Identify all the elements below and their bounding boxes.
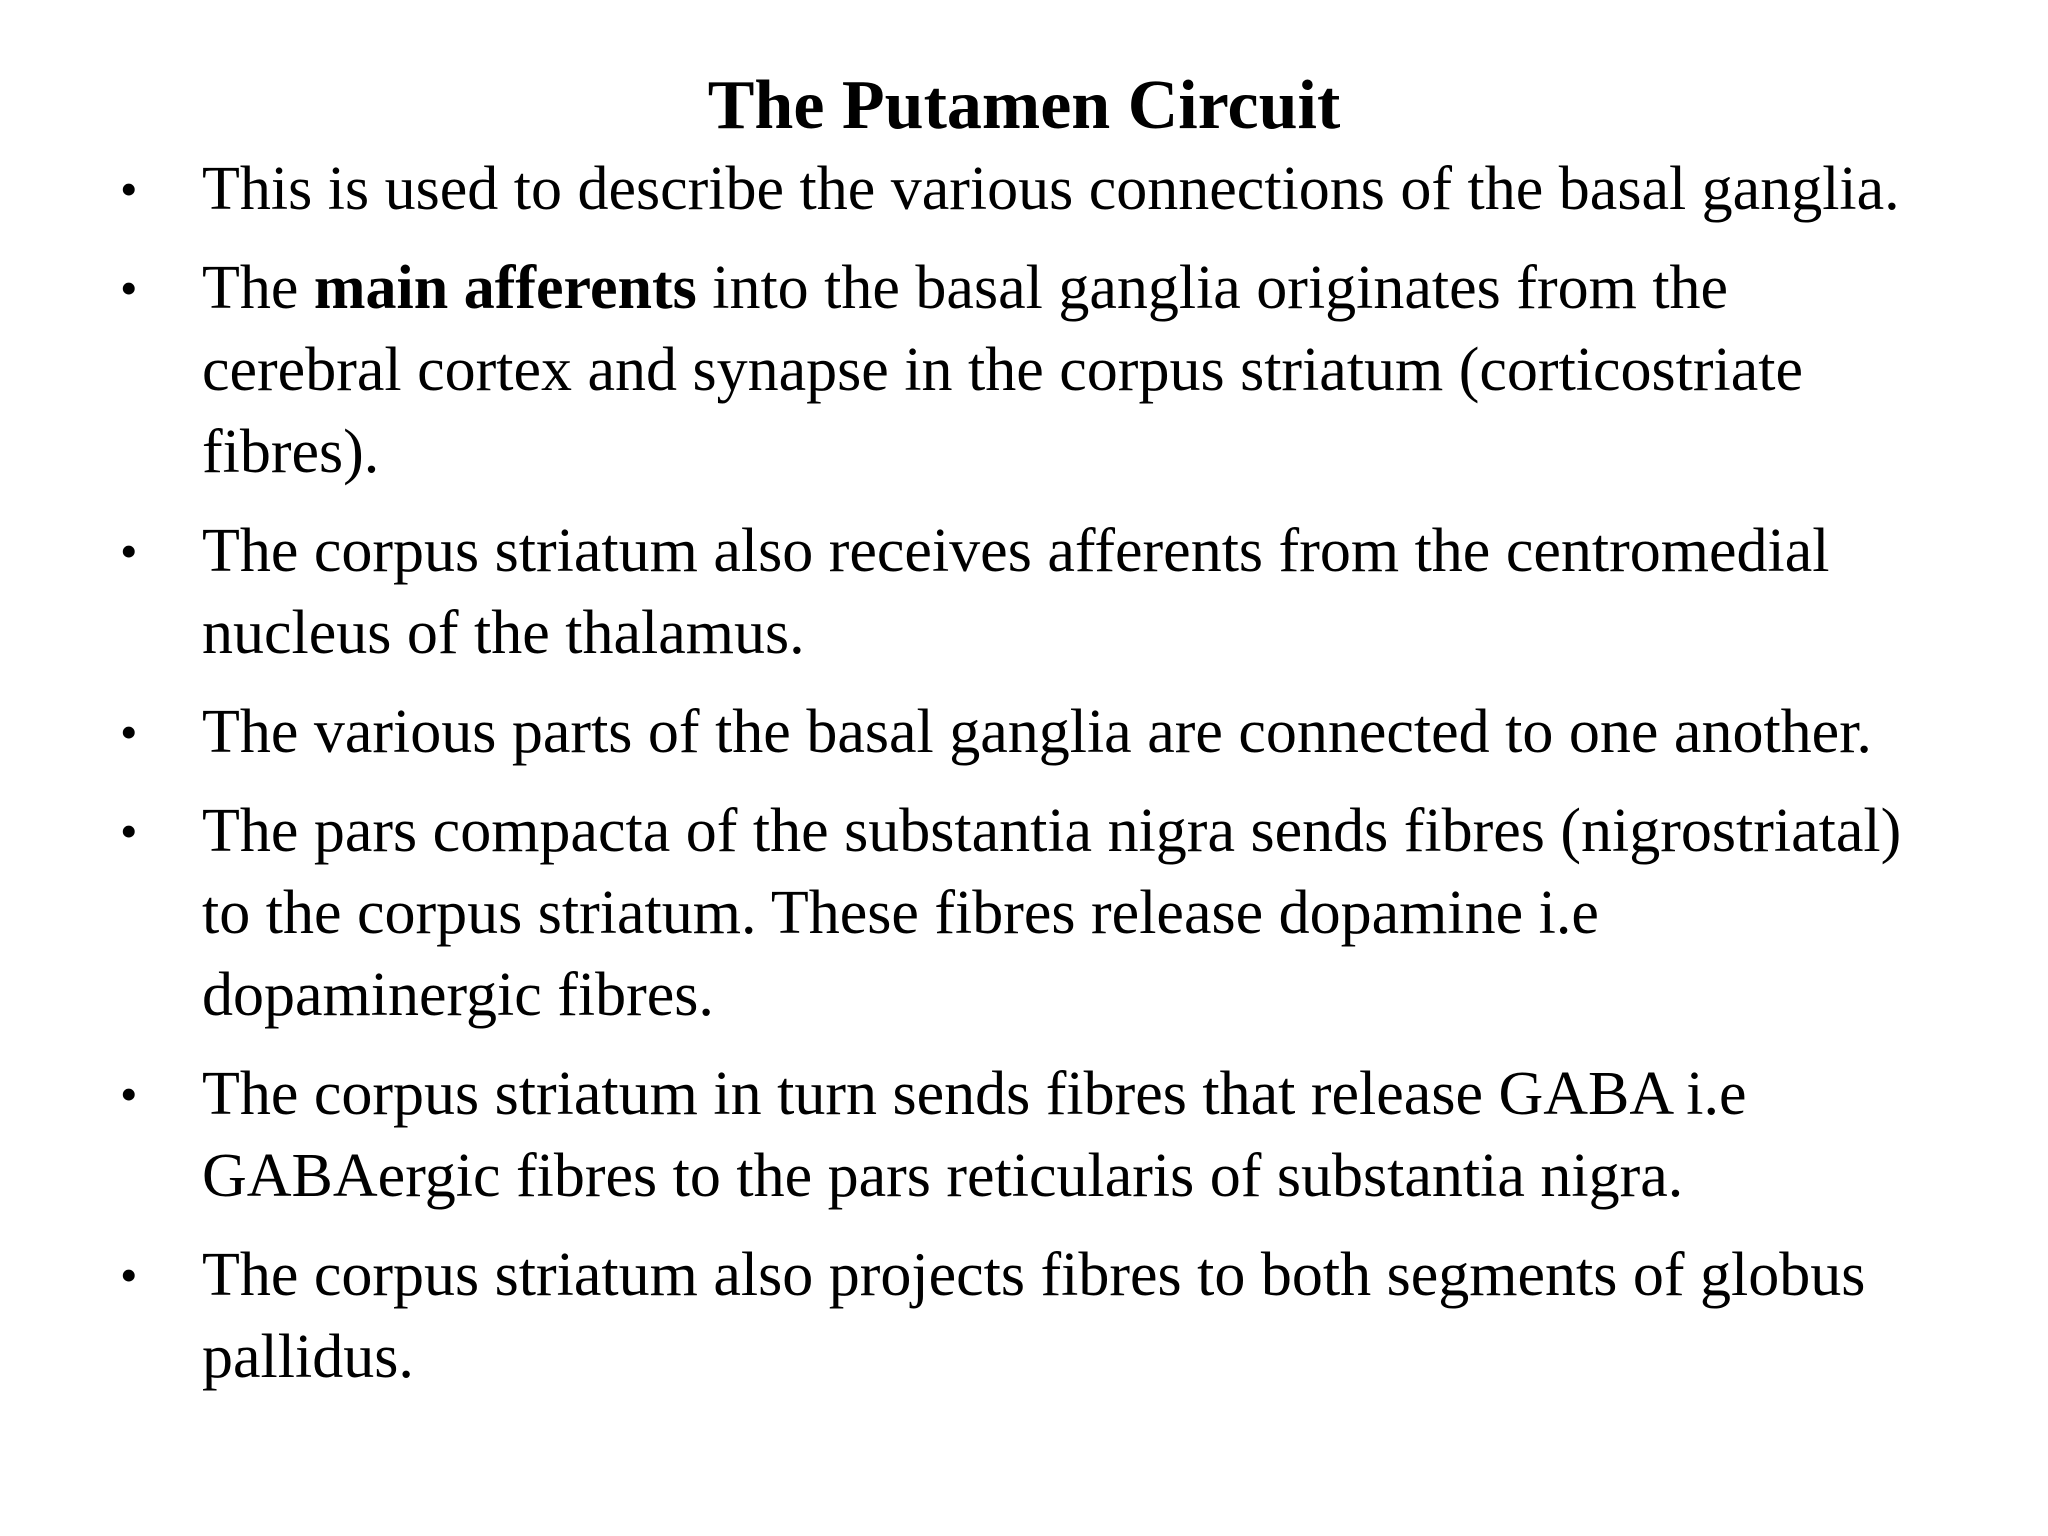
bullet-item [120,691,1940,773]
bullet-item [120,1053,1940,1217]
bullet-item [120,790,1940,1036]
bullet-text: This is used to describe the various connections of the basal ganglia. [202,155,1900,223]
bullet-icon: • [120,260,138,316]
bullet-item [120,247,1940,493]
slide-title: The Putamen Circuit [707,67,1341,144]
bullet-text-emphasis: main afferents [313,254,697,322]
bullet-item [120,510,1940,674]
bullet-icon: • [120,1247,138,1303]
bullet-list [120,148,1940,1415]
bullet-text: The corpus striatum in turn sends fibres that release GABA i.e GABAergic fibres to the pars reticularis of substantia nigra. [202,1060,1747,1210]
bullet-icon: • [120,1066,138,1122]
bullet-text: The corpus striatum also projects fibres to both segments of globus pallidus. [202,1241,1866,1391]
bullet-text: The corpus striatum also receives afferents from the centromedial nucleus of the thalamus. [202,517,1830,667]
bullet-text: The various parts of the basal ganglia are connected to one another. [202,698,1872,766]
bullet-icon: • [120,161,138,217]
bullet-text-prefix: The [202,254,314,322]
bullet-icon: • [120,704,138,760]
bullet-item [120,148,1940,230]
bullet-icon: • [120,803,138,859]
bullet-icon: • [120,523,138,579]
bullet-text: The pars compacta of the substantia nigra sends fibres (nigrostriatal) to the corpus striatum. These fibres release dopamine i.e dopaminergic fibres. [202,797,1902,1029]
bullet-text-suffix: into the basal ganglia originates from the cerebral cortex and synapse in the corpus striatum (corticostriate fibres). [202,254,1804,486]
bullet-item [120,1234,1940,1398]
